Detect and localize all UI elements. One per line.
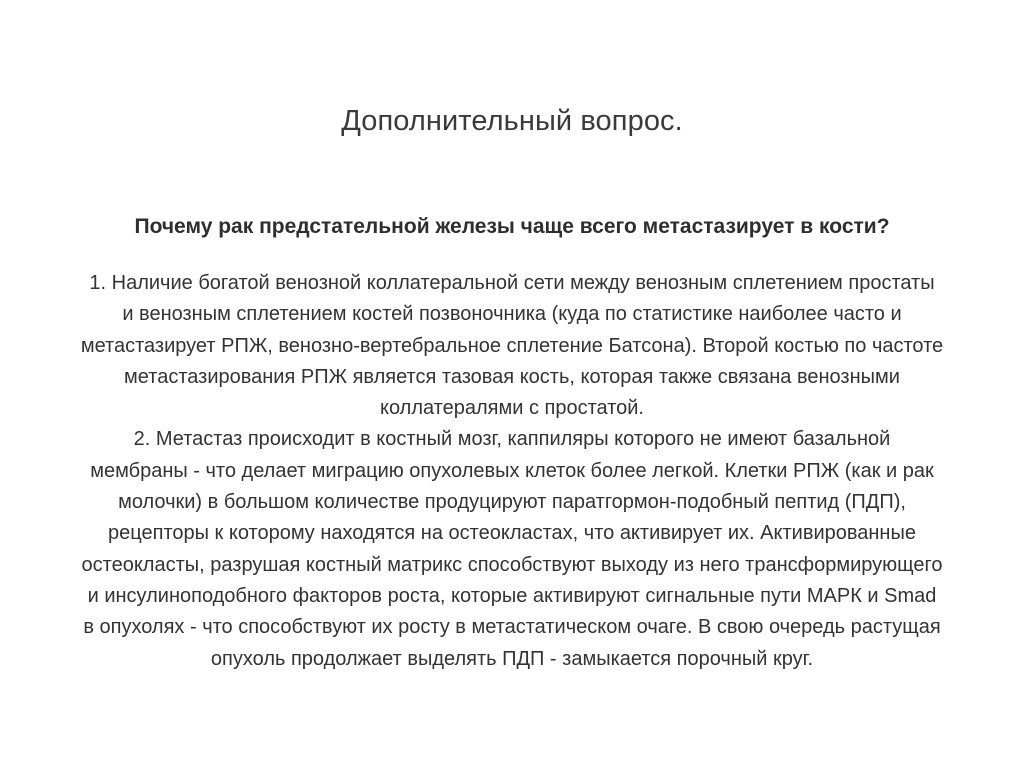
answer-line: 1. Наличие богатой венозной коллатеральной сети между венозным сплетением простаты: [89, 272, 935, 294]
answer-text: [8, 268, 1016, 675]
answer-line: метастазирует РПЖ, венозно-вертебральное сплетение Батсона). Второй костью по частоте: [80, 334, 944, 357]
answer-line: 2. Метастаз происходит в костный мозг, каппиляры которого не имеют базальной: [133, 428, 891, 451]
slide-title: Дополнительный вопрос.: [341, 105, 683, 137]
answer-line: и венозным сплетением костей позвоночника (куда по статистике наиболее часто и: [122, 303, 902, 326]
answer-line: рецепторы к которому находятся на остеокластах, что активирует их. Активированные: [108, 522, 916, 545]
answer-line: молочки) в большом количестве продуцируют паратгормон-подобный пептид (ПДП),: [118, 491, 906, 514]
answer-line: мембраны - что делает миграцию опухолевых клеток более легкой. Клетки РПЖ (как и рак: [90, 459, 934, 482]
answer-line: остеокласты, разрушая костный матрикс способствуют выходу из него трансформирующего: [81, 553, 943, 576]
answer-line: коллатералями с простатой.: [379, 397, 644, 420]
question-heading: Почему рак предстательной железы чаще всего метастазирует в кости?: [134, 215, 890, 238]
answer-line: в опухолях - что способствуют их росту в метастатическом очаге. В свою очередь растущая: [83, 616, 941, 639]
answer-line: и инсулиноподобного факторов роста, которые активируют сигнальные пути МАРК и Smad: [87, 584, 937, 607]
answer-line: опухоль продолжает выделять ПДП - замыкается порочный круг.: [210, 647, 814, 670]
answer-line: метастазирования РПЖ является тазовая кость, которая также связана венозными: [124, 365, 900, 388]
